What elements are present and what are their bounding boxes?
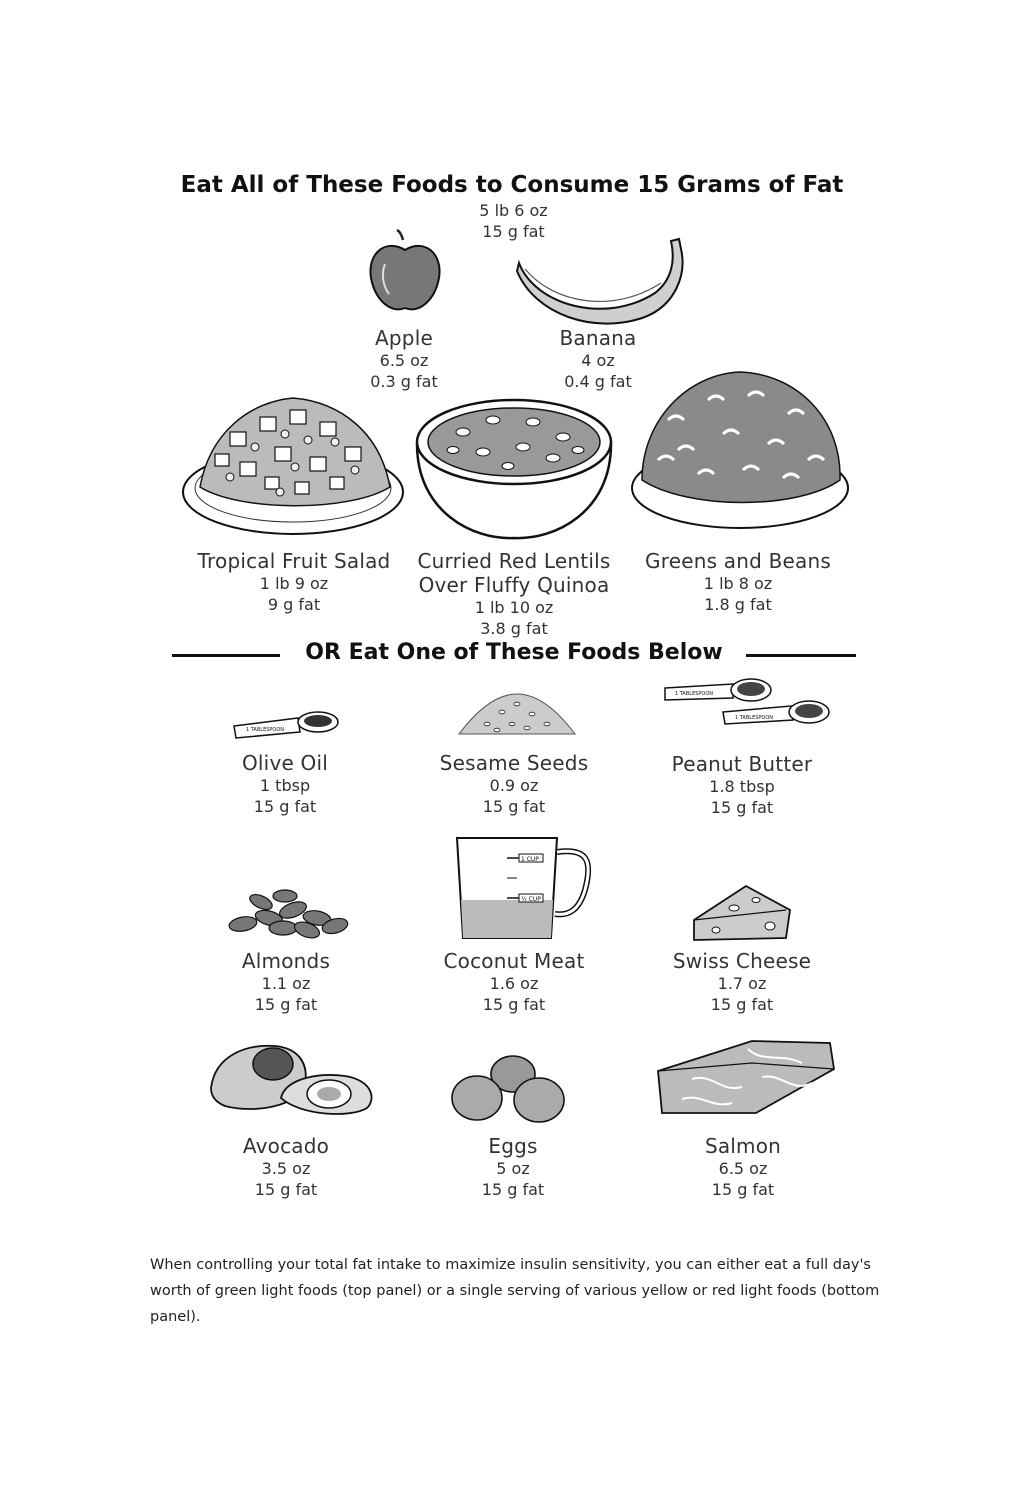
item-fat: 0.3 g fat: [370, 372, 438, 391]
tablespoon-icon: [232, 710, 342, 740]
item-fat: 0.4 g fat: [564, 372, 632, 391]
cup-label-full: 1 CUP: [521, 856, 539, 863]
two-spoons-icon: [663, 676, 833, 736]
measuring-cup-icon: [447, 830, 597, 945]
item-fat: 1.8 g fat: [704, 595, 772, 614]
item-eggs: [398, 1134, 628, 1200]
item-quantity: 6.5 oz: [379, 351, 429, 370]
spoon-label: 1 TABLESPOON: [246, 727, 285, 733]
item-greens-and-beans: [623, 549, 853, 615]
item-quantity: 1 tbsp: [259, 776, 311, 795]
item-fat: 3.8 g fat: [480, 619, 548, 638]
cheese-wedge-icon: [686, 880, 801, 945]
item-fat: 15 g fat: [482, 797, 546, 816]
item-name: Eggs: [488, 1134, 538, 1158]
item-avocado: [171, 1134, 401, 1200]
item-fat: 9 g fat: [267, 595, 321, 614]
seeds-pile-icon: [457, 690, 577, 740]
total-weight: 5 lb 6 oz: [479, 201, 548, 220]
figure-caption: When controlling your total fat intake to maximize insulin sensitivity, you can either eat a full day's worth of green light foods (top panel) or a single serving of various yellow or red light foods (bottom panel).: [150, 1257, 880, 1325]
item-tropical-fruit-salad: [179, 549, 409, 615]
spoon-label: 1 TABLESPOON: [735, 715, 774, 721]
item-name: Sesame Seeds: [439, 751, 589, 775]
item-quantity: 0.9 oz: [489, 776, 539, 795]
banana-icon: [515, 235, 685, 325]
almonds-icon: [223, 888, 353, 938]
item-quantity: 1 lb 9 oz: [259, 574, 329, 593]
item-quantity: 1 lb 8 oz: [703, 574, 773, 593]
total-summary: [0, 200, 1024, 242]
item-quantity: 1.6 oz: [489, 974, 539, 993]
item-quantity: 1.7 oz: [717, 974, 767, 993]
item-quantity: 4 oz: [581, 351, 615, 370]
eggs-icon: [449, 1052, 569, 1127]
item-quantity: 3.5 oz: [261, 1159, 311, 1178]
item-name: Olive Oil: [241, 751, 328, 775]
greens-beans-icon: [628, 370, 853, 530]
item-name: Greens and Beans: [645, 549, 831, 573]
item-salmon: [628, 1134, 858, 1200]
item-fat: 15 g fat: [253, 797, 317, 816]
apple-icon: [365, 228, 445, 318]
item-fat: 15 g fat: [710, 798, 774, 817]
item-peanut-butter: [627, 752, 857, 818]
item-name: Peanut Butter: [671, 752, 813, 776]
item-quantity: 6.5 oz: [718, 1159, 768, 1178]
salmon-fillet-icon: [652, 1033, 837, 1118]
item-name: Apple: [375, 326, 433, 350]
section-title: OR Eat One of These Foods Below: [305, 640, 723, 665]
divider-right-line: [746, 654, 856, 657]
item-sesame-seeds: [399, 751, 629, 817]
spoon-label: 1 TABLESPOON: [675, 691, 714, 697]
item-name-line2: Over Fluffy Quinoa: [418, 573, 610, 597]
item-name: Banana: [559, 326, 637, 350]
item-fat: 15 g fat: [254, 1180, 318, 1199]
item-fat: 15 g fat: [481, 1180, 545, 1199]
item-quantity: 1.8 tbsp: [709, 777, 775, 796]
cup-label-half: ½ CUP: [521, 896, 541, 903]
item-name: Avocado: [242, 1134, 330, 1158]
item-fat: 15 g fat: [710, 995, 774, 1014]
item-olive-oil: [170, 751, 400, 817]
lentil-bowl-icon: [413, 392, 618, 542]
item-name: Salmon: [704, 1134, 782, 1158]
page-title: Eat All of These Foods to Consume 15 Grams of Fat: [180, 172, 844, 198]
item-name: Almonds: [241, 949, 331, 973]
item-quantity: 1.1 oz: [261, 974, 311, 993]
total-fat: 15 g fat: [482, 222, 545, 241]
item-fat: 15 g fat: [254, 995, 318, 1014]
item-curried-red-lentils: [399, 549, 629, 639]
item-name: Tropical Fruit Salad: [197, 549, 391, 573]
item-quantity: 5 oz: [496, 1159, 530, 1178]
item-swiss-cheese: [627, 949, 857, 1015]
item-fat: 15 g fat: [482, 995, 546, 1014]
item-name: Coconut Meat: [443, 949, 585, 973]
avocado-icon: [205, 1036, 380, 1116]
item-fat: 15 g fat: [711, 1180, 775, 1199]
fruit-salad-icon: [180, 392, 410, 542]
item-name: Swiss Cheese: [672, 949, 812, 973]
item-name-line1: Curried Red Lentils: [417, 549, 611, 573]
item-coconut-meat: [399, 949, 629, 1015]
item-almonds: [171, 949, 401, 1015]
item-quantity: 1 lb 10 oz: [474, 598, 554, 617]
